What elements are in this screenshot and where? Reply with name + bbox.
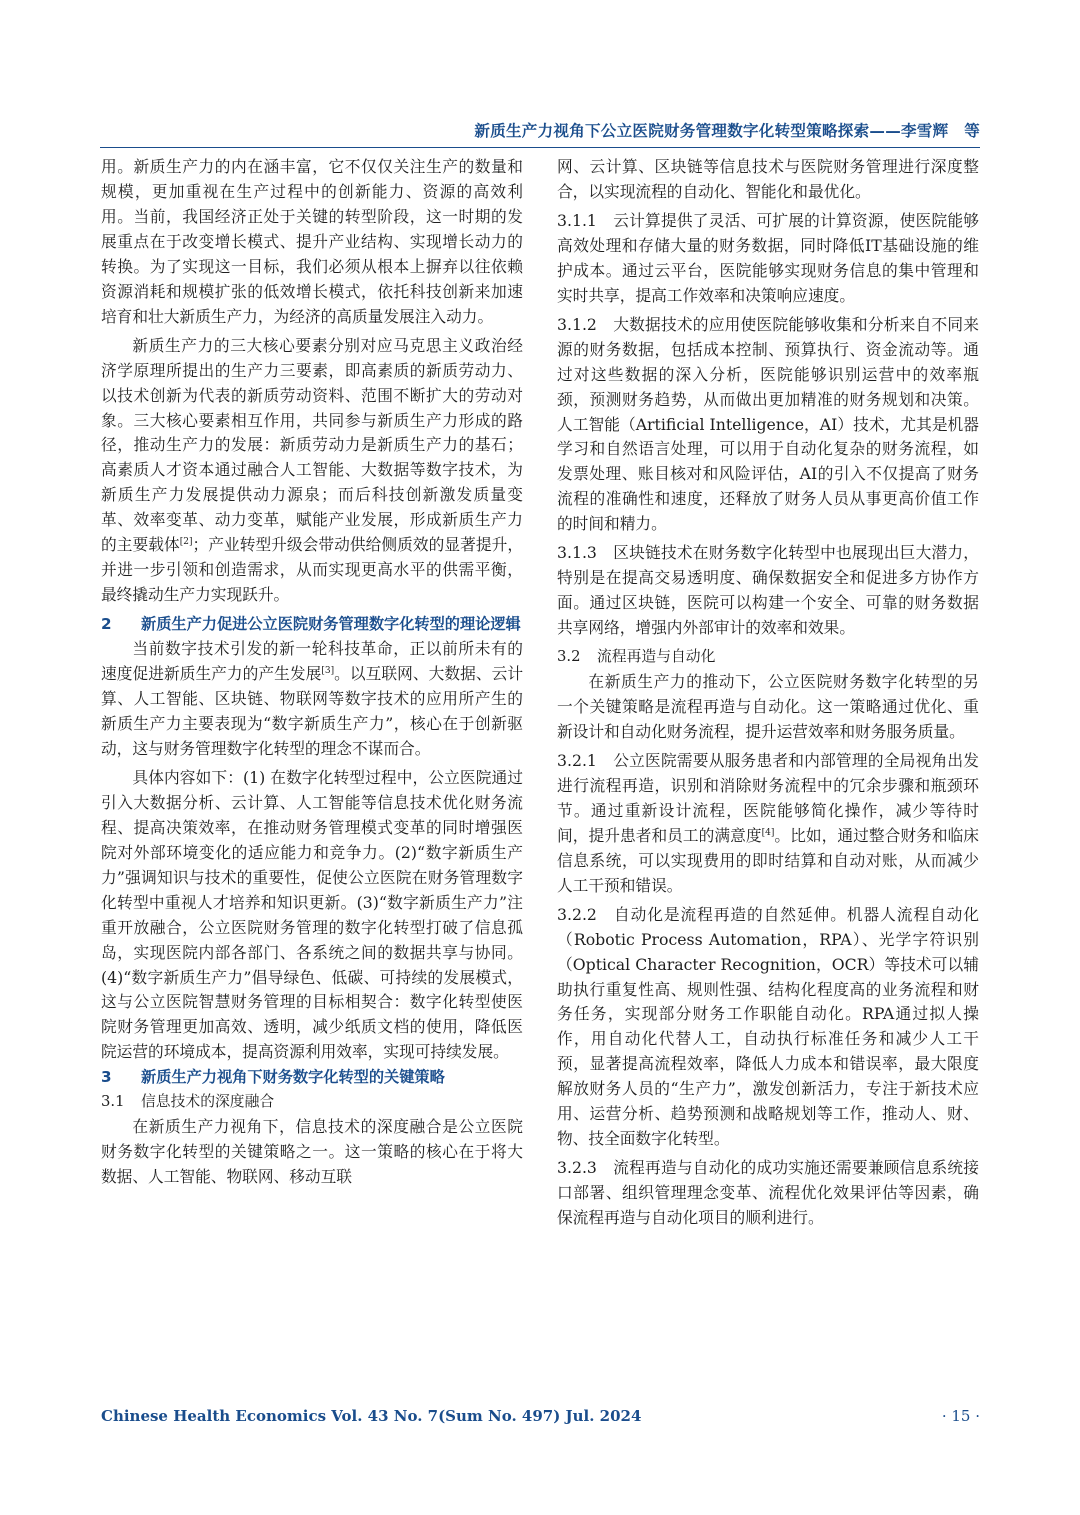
subsection-3-1-2: 3.1.2 大数据技术的应用使医院能够收集和分析来自不同来源的财务数据，包括成本控制、预算执行、资金流动等。通过对这些数据的深入分析，医院能够识别运营中的效率瓶颈，预测财务趋势，从而做出更加精准的财务规划和决策。人工智能（Artificial Intelligence，AI）技术，尤其是机器学习和自然语言处理，可以用于自动化复杂的财务流程，如发票处理、账目核对和风险评估，AI的引入不仅提高了财务流程的准确性和速度，还释放了财务人员从事更高价值工作的时间和精力。 [557, 314, 979, 534]
journal-citation: Chinese Health Economics Vol. 43 No. 7(Sum No. 497) Jul. 2024 [101, 1407, 642, 1425]
citation-ref: [3] [321, 665, 335, 676]
subsection-3-1-1: 3.1.1 云计算提供了灵活、可扩展的计算资源，使医院能够高效处理和存储大量的财务数据，同时降低IT基础设施的维护成本。通过云平台，医院能够实现财务信息的集中管理和实时共享，提高工作效率和决策响应速度。 [557, 210, 979, 305]
header-divider [100, 147, 980, 148]
subsection-3-2-2: 3.2.2 自动化是流程再造的自然延伸。机器人流程自动化（Robotic Process Automation，RPA）、光学字符识别（Optical Character Recognition，OCR）等技术可以辅助执行重复性高、规则性强、结构化程度高的业务流程和财务任务，实现部分财务工作职能自动化。RPA通过拟人操作，用自动化代替人工，自动执行标准任务和减少人工干预，显著提高流程效率，降低人力成本和错误率，最大限度解放财务人员的“生产力”，激发创新活力，专注于新技术应用、运营分析、趋势预测和战略规划等工作，推动人、财、物、技全面数字化转型。 [557, 904, 979, 1149]
running-header-title: 新质生产力视角下公立医院财务管理数字化转型策略探索——李雪辉 等 [474, 122, 980, 140]
paragraph: 当前数字技术引发的新一轮科技革命，正以前所未有的速度促进新质生产力的产生发展[3]。以互联网、大数据、云计算、人工智能、区块链、物联网等数字技术的应用所产生的新质生产力主要表现为“数字新质生产力”，核心在于创新驱动，这与财务管理数字化转型的理念不谋而合。 [101, 639, 524, 758]
paragraph: 网、云计算、区块链等信息技术与医院财务管理进行深度整合，以实现流程的自动化、智能化和最优化。 [557, 157, 979, 201]
subsection-3-2-3: 3.2.3 流程再造与自动化的成功实施还需要兼顾信息系统接口部署、组织管理理念变革、流程优化效果评估等因素，确保流程再造与自动化项目的顺利进行。 [557, 1158, 979, 1228]
page-number: · 15 · [941, 1407, 980, 1425]
subsection-3-1-3: 3.1.3 区块链技术在财务数字化转型中也展现出巨大潜力，特别是在提高交易透明度、确保数据安全和促进多方协作方面。通过区块链，医院可以构建一个安全、可靠的财务数据共享网络，增强内外部审计的效率和效果。 [557, 543, 979, 638]
citation-ref: [2] [179, 537, 193, 548]
paragraph: 新质生产力的三大核心要素分别对应马克思主义政治经济学原理所提出的生产力三要素，即高素质的新质劳动力、以技术创新为代表的新质劳动资料、范围不断扩大的劳动对象。三大核心要素相互作用，共同参与新质生产力形成的路径，推动生产力的发展：新质劳动力是新质生产力的基石；高素质人才资本通过融合人工智能、大数据等数字技术，为新质生产力发展提供动力源泉；而后科技创新激发质量变革、效率变革、动力变革，赋能产业发展，形成新质生产力的主要载体[2]；产业转型升级会带动供给侧质效的显著提升，并进一步引领和创造需求，从而实现更高水平的供需平衡，最终撬动生产力实现跃升。 [101, 335, 524, 605]
subsection-heading-3-2: 3.2 流程再造与自动化 [557, 648, 716, 666]
paragraph: 在新质生产力的推动下，公立医院财务数字化转型的另一个关键策略是流程再造与自动化。这一策略通过优化、重新设计和自动化财务流程，提升运营效率和财务服务质量。 [557, 672, 979, 741]
section-heading-2: 2 新质生产力促进公立医院财务管理数字化转型的理论逻辑 [101, 615, 521, 634]
right-column [557, 155, 979, 1231]
citation-ref: [4] [761, 827, 775, 838]
subsection-heading-3-1: 3.1 信息技术的深度融合 [101, 1093, 275, 1111]
left-column [101, 155, 523, 1190]
paragraph: 在新质生产力视角下，信息技术的深度融合是公立医院财务数字化转型的关键策略之一。这一策略的核心在于将大数据、人工智能、物联网、移动互联 [101, 1117, 523, 1187]
subsection-3-2-1: 3.2.1 公立医院需要从服务患者和内部管理的全局视角出发进行流程再造，识别和消除财务流程中的冗余步骤和瓶颈环节。通过重新设计流程，医院能够简化操作，减少等待时间，提升患者和员工的满意度[4]。比如，通过整合财务和临床信息系统，可以实现费用的即时结算和自动对账，从而减少人工干预和错误。 [557, 750, 979, 895]
paragraph: 用。新质生产力的内在涵丰富，它不仅仅关注生产的数量和规模，更加重视在生产过程中的创新能力、资源的高效利用。当前，我国经济正处于关键的转型阶段，这一时期的发展重点在于改变增长模式、提升产业结构、实现增长动力的转换。为了实现这一目标，我们必须从根本上摒弃以往依赖资源消耗和规模扩张的低效增长模式，依托科技创新来加速培育和壮大新质生产力，为经济的高质量发展注入动力。 [101, 157, 523, 326]
section-heading-3: 3 新质生产力视角下财务数字化转型的关键策略 [101, 1068, 445, 1087]
paragraph: 具体内容如下：(1) 在数字化转型过程中，公立医院通过引入大数据分析、云计算、人工智能等信息技术优化财务流程、提高决策效率，在推动财务管理模式变革的同时增强医院对外部环境变化的适应能力和竞争力。(2)“数字新质生产力”强调知识与技术的重要性，促使公立医院在财务管理数字化转型中重视人才培养和知识更新。(3)“数字新质生产力”注重开放融合，公立医院财务管理的数字化转型打破了信息孤岛，实现医院内部各部门、各系统之间的数据共享与协同。(4)“数字新质生产力”倡导绿色、低碳、可持续的发展模式，这与公立医院智慧财务管理的目标相契合：数字化转型使医院财务管理更加高效、透明，减少纸质文档的使用，降低医院运营的环境成本，提高资源利用效率，实现可持续发展。 [101, 767, 523, 1062]
